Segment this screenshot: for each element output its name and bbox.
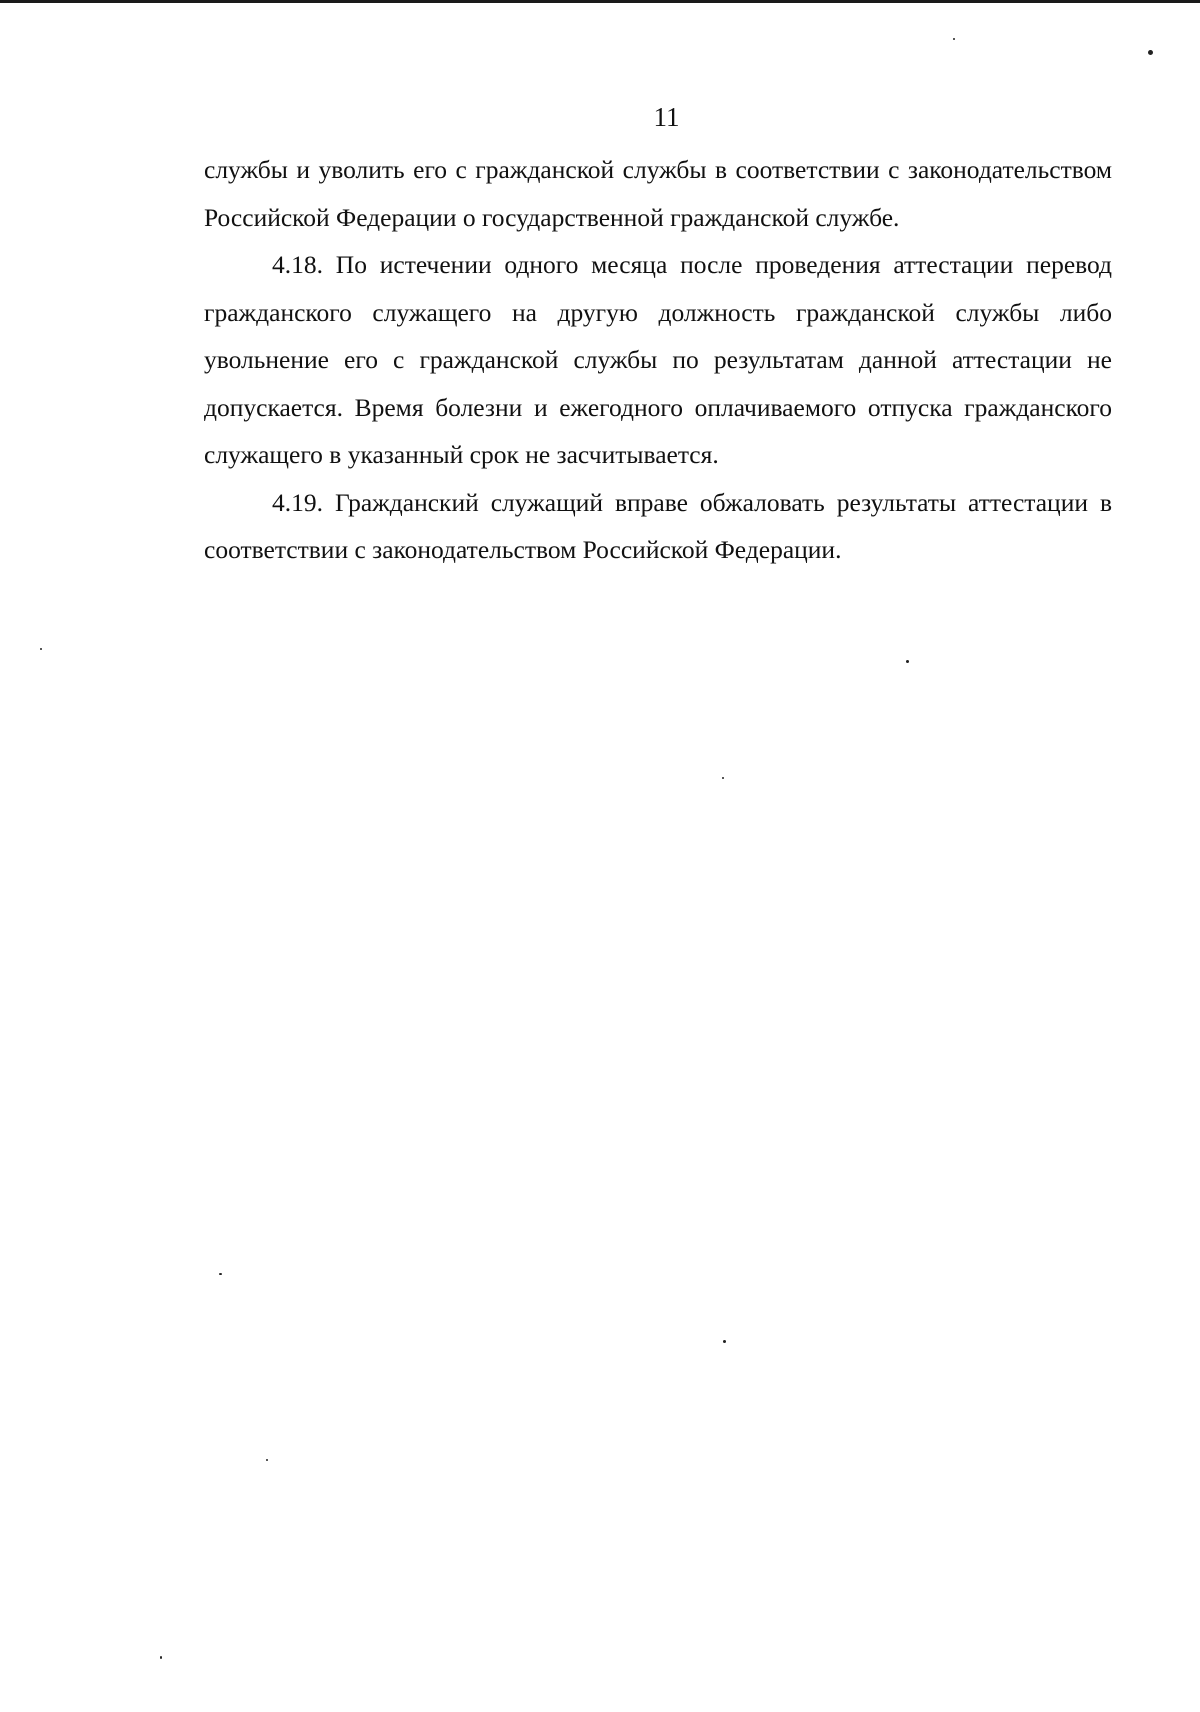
paragraph-continuation: службы и уволить его с гражданской службы в соответствии с законодательством Российской Федерации о государственной гражданской службе. [204,155,1112,232]
scan-speck [906,660,909,663]
paragraph-4-18: 4.18. По истечении одного месяца после проведения аттестации перевод гражданского служащего на другую должность гражданской службы либо увольнение его с гражданской службы по результатам данной аттестации не допускается. Время болезни и ежегодного оплачиваемого отпуска гражданского служащего в указанный срок не засчитывается. [204,250,1112,469]
scan-top-edge [0,0,1200,3]
scan-speck [160,1656,162,1659]
scan-speck [723,1340,726,1343]
paragraph-4-19: 4.19. Гражданский служащий вправе обжаловать результаты аттестации в соответствии с законодательством Российской Федерации. [204,487,1112,564]
scan-speck [722,777,724,779]
scan-speck [266,1459,268,1461]
scan-speck [219,1273,222,1275]
document-body [204,146,1112,574]
scan-speck [40,648,42,650]
scan-speck [953,38,955,40]
page-number: 11 [653,102,680,132]
scan-speck [1148,50,1153,55]
